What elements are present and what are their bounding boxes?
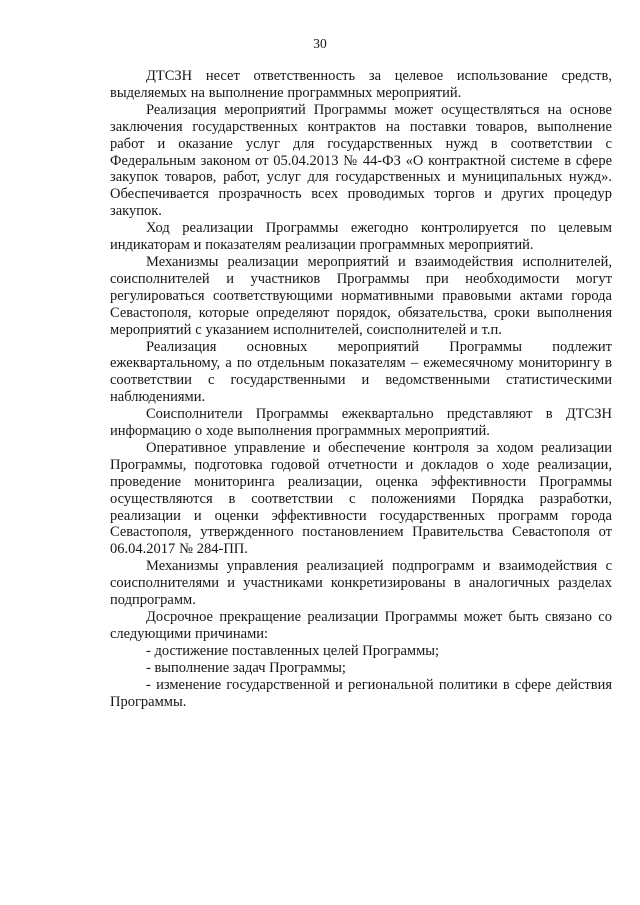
page-number: 30 [313, 36, 327, 51]
paragraph-subprogram-mechanisms: Механизмы управления реализацией подпрограмм и взаимодействия с соисполнителями и участниками конкретизированы в аналогичных разделах подпрограмм. [110, 558, 612, 609]
paragraph-quarterly-reports: Соисполнители Программы ежеквартально представляют в ДТСЗН информацию о ходе выполнения программных мероприятий. [110, 406, 612, 440]
list-item-tasks-completed: - выполнение задач Программы; [146, 659, 346, 676]
paragraph-operational-management: Оперативное управление и обеспечение контроля за ходом реализации Программы, подготовка годовой отчетности и докладов о ходе реализации, проведение мониторинга реализации, оценка эффективности Программы осуществляются в соответствии с положениями Порядка разработки, реализации и оценки эффективности государственных программ города Севастополя, утвержденного постановлением Правительства Севастополя от 06.04.2017 № 284-ПП. [110, 439, 612, 558]
list-item-goals-achieved: - достижение поставленных целей Программы; [146, 642, 440, 659]
paragraph-responsibility: ДТСЗН несет ответственность за целевое использование средств, выделяемых на выполнение программных мероприятий. [110, 68, 612, 101]
paragraph-procurement: Реализация мероприятий Программы может осуществляться на основе заключения государственных контрактов на поставки товаров, выполнение работ и оказание услуг для государственных нужд в соответствии с Федеральным законом от 05.04.2013 № 44-ФЗ «О контрактной системе в сфере закупок товаров, работ, услуг для государственных и муниципальных нужд». Обеспечивается прозрачность всех проводимых торгов и других процедур закупок. [110, 101, 612, 220]
paragraph-monitoring: Реализация основных мероприятий Программы подлежит ежеквартальному, а по отдельным показателям – ежемесячному мониторингу в соответствии с государственными и ведомственными статистическими наблюдениями. [110, 338, 612, 406]
paragraph-early-termination: Досрочное прекращение реализации Программы может быть связано со следующими причинами: [110, 609, 612, 642]
list-item-policy-change: - изменение государственной и региональной политики в сфере действия Программы. [110, 676, 612, 710]
document-body [110, 68, 612, 710]
paragraph-annual-control: Ход реализации Программы ежегодно контролируется по целевым индикаторам и показателям реализации программных мероприятий. [110, 220, 612, 254]
paragraph-mechanisms: Механизмы реализации мероприятий и взаимодействия исполнителей, соисполнителей и участников Программы при необходимости могут регулироваться соответствующими нормативными правовыми актами города Севастополя, которые определяют порядок, обязательства, сроки выполнения мероприятий с указанием исполнителей, соисполнителей и т.п. [110, 253, 612, 338]
